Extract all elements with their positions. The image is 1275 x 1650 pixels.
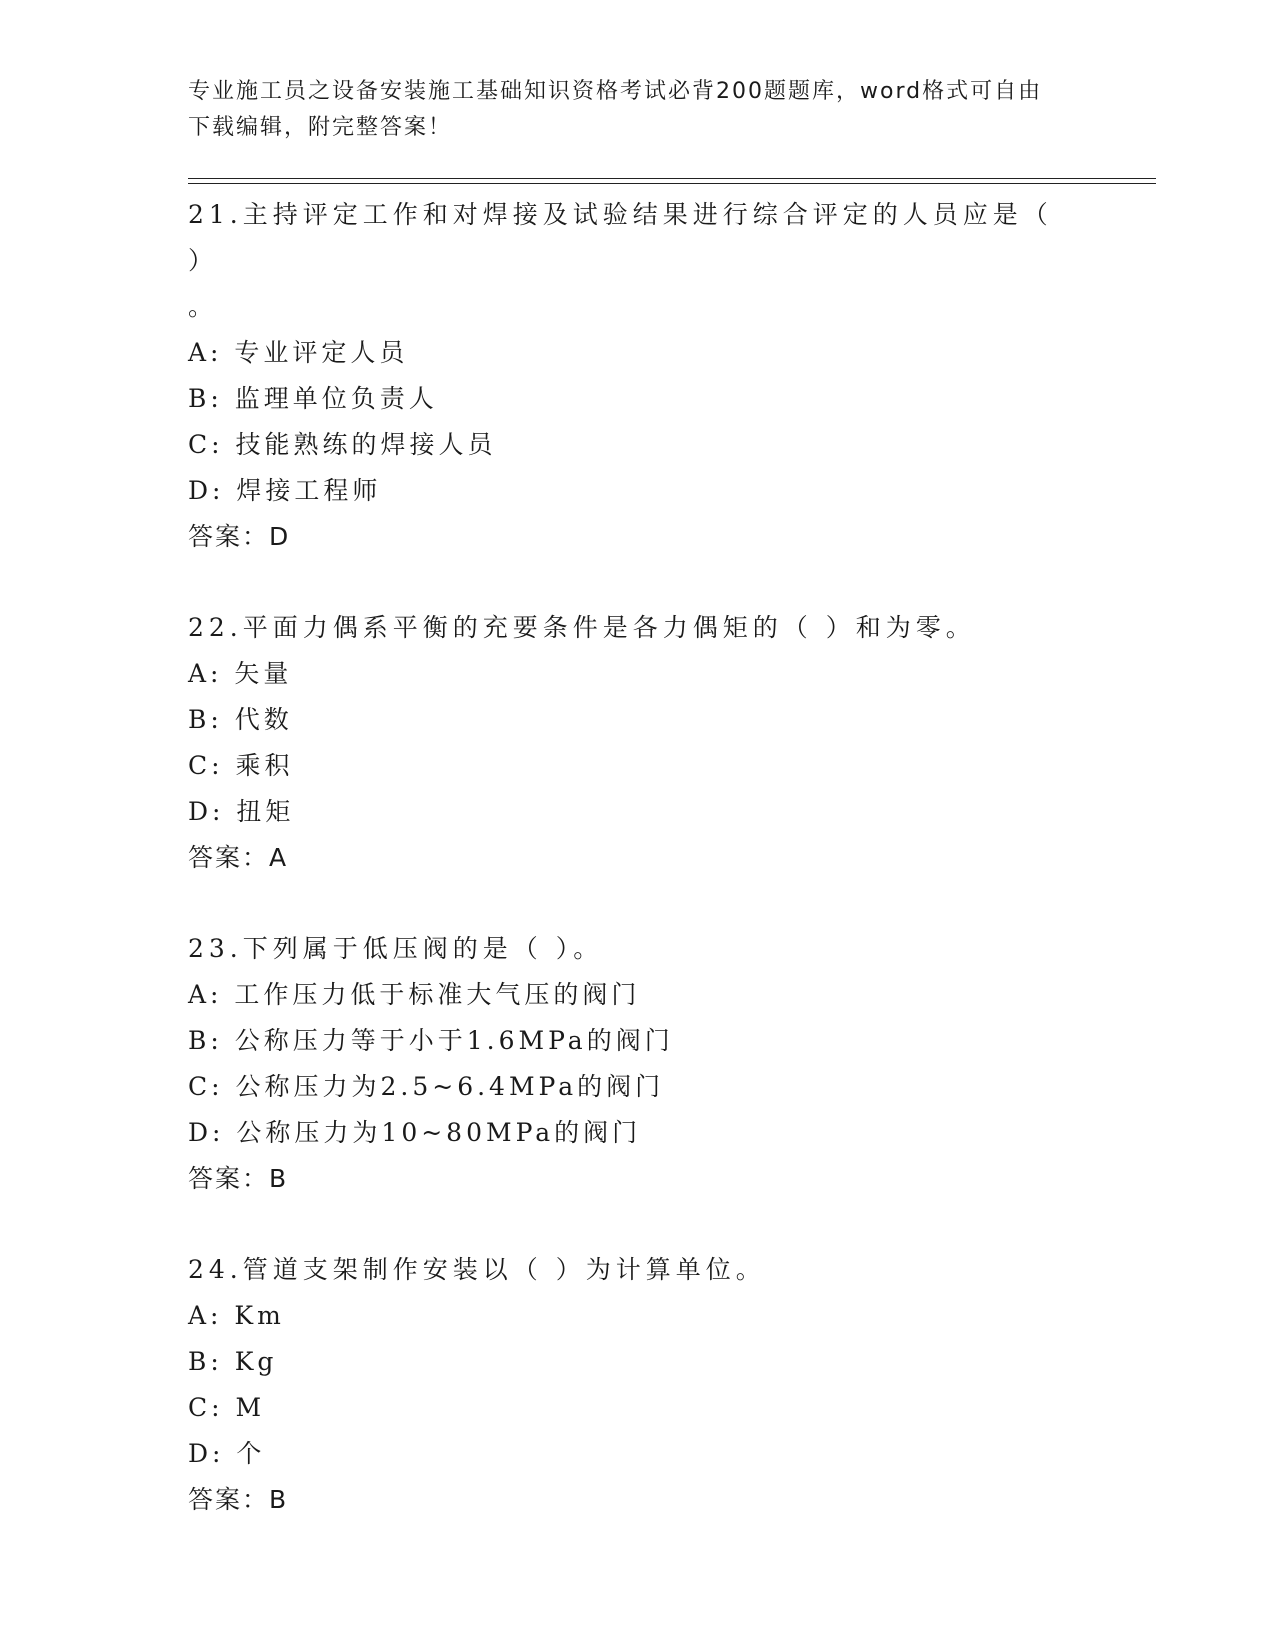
question-text: 22.平面力偶系平衡的充要条件是各力偶矩的（ ）和为零。	[188, 613, 976, 642]
question-text-continuation: 。	[188, 292, 214, 321]
option-c: C: 技能熟练的焊接人员	[188, 430, 497, 459]
question-21	[188, 192, 1068, 560]
question-24	[188, 1247, 1068, 1523]
option-a: A: 矢量	[188, 659, 293, 688]
question-23	[188, 926, 1068, 1202]
answer: 答案：B	[188, 1164, 289, 1193]
question-text: 24.管道支架制作安装以（ ）为计算单位。	[188, 1255, 766, 1284]
question-22	[188, 605, 1068, 881]
option-a: A: 工作压力低于标准大气压的阀门	[188, 980, 641, 1009]
option-b: B: 公称压力等于小于1.6MPa的阀门	[188, 1026, 674, 1055]
option-c: C: 公称压力为2.5~6.4MPa的阀门	[188, 1072, 665, 1101]
option-d: D: 公称压力为10~80MPa的阀门	[188, 1118, 642, 1147]
answer: 答案：A	[188, 843, 289, 872]
answer: 答案：B	[188, 1485, 289, 1514]
header-line-2: 下载编辑，附完整答案！	[188, 115, 453, 140]
question-text: 23.下列属于低压阀的是（ ）。	[188, 934, 604, 963]
option-b: B: Kg	[188, 1347, 278, 1376]
option-d: D: 个	[188, 1439, 266, 1468]
option-c: C: M	[188, 1393, 266, 1422]
option-b: B: 监理单位负责人	[188, 384, 438, 413]
option-a: A: Km	[188, 1301, 285, 1330]
option-c: C: 乘积	[188, 751, 294, 780]
option-a: A: 专业评定人员	[188, 338, 409, 367]
option-d: D: 扭矩	[188, 797, 295, 826]
header-line-1: 专业施工员之设备安装施工基础知识资格考试必背200题题库，word格式可自由	[188, 79, 1043, 104]
option-d: D: 焊接工程师	[188, 476, 382, 505]
header-divider-top	[188, 178, 1156, 179]
option-b: B: 代数	[188, 705, 293, 734]
question-text: 21.主持评定工作和对焊接及试验结果进行综合评定的人员应是（ ）	[188, 200, 1066, 275]
spacer	[188, 881, 1068, 926]
spacer	[188, 1202, 1068, 1247]
header-divider-bottom	[188, 183, 1156, 184]
spacer	[188, 560, 1068, 605]
question-list	[188, 192, 1068, 1523]
document-header	[188, 74, 1068, 146]
answer: 答案：D	[188, 522, 291, 551]
